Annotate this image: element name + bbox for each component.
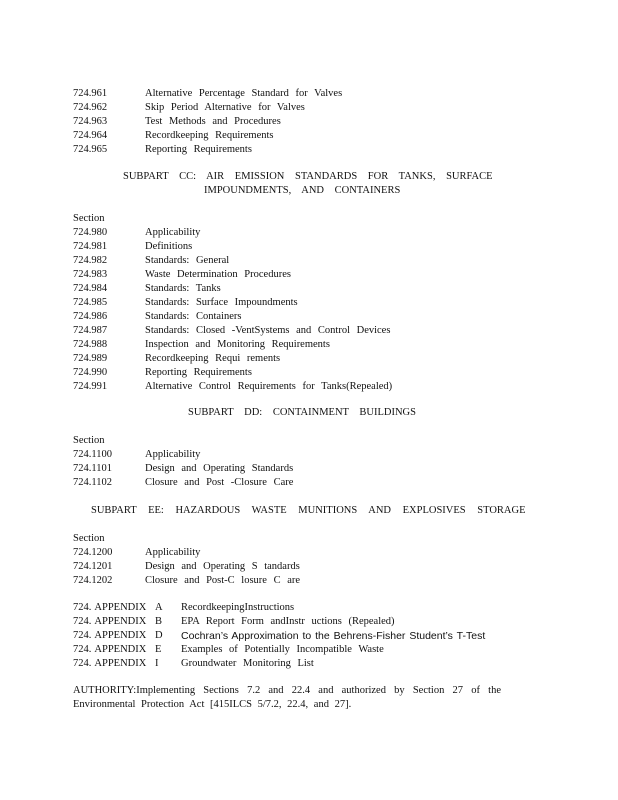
section-row — [73, 366, 553, 380]
section-number: 724.965 — [73, 144, 108, 155]
section-title: Applicability — [145, 449, 201, 460]
section-label: Section — [73, 533, 105, 544]
section-title: Reporting Requirements — [145, 144, 252, 155]
section-row — [73, 226, 553, 240]
section-number: 724.990 — [73, 367, 108, 378]
section-label: Section — [73, 213, 105, 224]
appendix-row — [73, 615, 513, 629]
section-title: Applicability — [145, 547, 201, 558]
section-number: 724.961 — [73, 88, 108, 99]
subpart-cc-heading-line2: IMPOUNDMENTS, AND CONTAINERS — [204, 185, 401, 196]
appendix-row — [73, 629, 513, 643]
section-row — [73, 254, 553, 268]
section-row — [73, 268, 553, 282]
section-row — [73, 380, 553, 394]
section-title: Standards: Closed -VentSystems and Control Devices — [145, 325, 391, 336]
section-list-subpart-ee — [73, 532, 553, 588]
section-row — [73, 240, 553, 254]
section-row — [73, 476, 553, 490]
section-number: 724.983 — [73, 269, 108, 280]
section-row — [73, 310, 553, 324]
section-number: 724.963 — [73, 116, 108, 127]
appendix-title: Cochran’s Approximation to the Behrens-Fisher Student’s T-Test — [181, 630, 486, 642]
section-row — [73, 143, 553, 157]
section-number: 724.981 — [73, 241, 108, 252]
appendix-title: EPA Report Form andInstr uctions (Repealed) — [181, 616, 395, 627]
appendix-title: Examples of Potentially Incompatible Waste — [181, 644, 384, 655]
section-title: Alternative Control Requirements for Tanks(Repealed) — [145, 381, 393, 392]
section-list-subpart-bb — [73, 87, 553, 157]
section-number: 724.986 — [73, 311, 108, 322]
section-number: 724.1101 — [73, 463, 112, 474]
section-row — [73, 282, 553, 296]
appendix-letter: B — [155, 616, 163, 627]
section-title: Standards: General — [145, 255, 230, 266]
section-number: 724.1202 — [73, 575, 113, 586]
appendix-title: Groundwater Monitoring List — [181, 658, 314, 669]
section-row — [73, 101, 553, 115]
appendix-row — [73, 643, 513, 657]
section-title: Reporting Requirements — [145, 367, 252, 378]
section-row — [73, 546, 553, 560]
appendix-number: 724. APPENDIX — [73, 616, 147, 627]
section-title: Recordkeeping Requi rements — [145, 353, 281, 364]
section-title: Closure and Post-C losure C are — [145, 575, 301, 586]
section-title: Waste Determination Procedures — [145, 269, 291, 280]
section-title: Design and Operating Standards — [145, 463, 294, 474]
section-row — [73, 324, 553, 338]
section-title: Definitions — [145, 241, 193, 252]
section-row — [73, 87, 553, 101]
appendix-letter: A — [155, 602, 163, 613]
section-title: Standards: Containers — [145, 311, 242, 322]
section-row — [73, 560, 553, 574]
appendix-title: RecordkeepingInstructions — [181, 602, 295, 613]
section-row — [73, 462, 553, 476]
section-row — [73, 115, 553, 129]
section-number: 724.964 — [73, 130, 108, 141]
section-title: Standards: Tanks — [145, 283, 221, 294]
section-number: 724.1201 — [73, 561, 113, 572]
section-row — [73, 129, 553, 143]
subpart-ee-heading: SUBPART EE: HAZARDOUS WASTE MUNITIONS AND EXPLOSIVES STORAGE — [91, 505, 526, 516]
section-number: 724.1102 — [73, 477, 112, 488]
section-number: 724.988 — [73, 339, 108, 350]
section-row — [73, 352, 553, 366]
section-title: Design and Operating S tandards — [145, 561, 300, 572]
section-row — [73, 448, 553, 462]
appendix-number: 724. APPENDIX — [73, 644, 147, 655]
section-row — [73, 338, 553, 352]
appendix-number: 724. APPENDIX — [73, 630, 147, 641]
section-list-subpart-dd — [73, 434, 553, 490]
section-title: Inspection and Monitoring Requirements — [145, 339, 330, 350]
section-number: 724.980 — [73, 227, 108, 238]
section-title: Recordkeeping Requirements — [145, 130, 274, 141]
appendix-row — [73, 657, 513, 671]
subpart-cc-heading-line1: SUBPART CC: AIR EMISSION STANDARDS FOR TANKS, SURFACE — [123, 171, 493, 182]
section-title: Test Methods and Procedures — [145, 116, 281, 127]
subpart-dd-heading: SUBPART DD: CONTAINMENT BUILDINGS — [188, 407, 416, 418]
section-title: Standards: Surface Impoundments — [145, 297, 298, 308]
section-number: 724.1100 — [73, 449, 112, 460]
section-title: Applicability — [145, 227, 201, 238]
section-number: 724.982 — [73, 255, 108, 266]
appendix-letter: I — [155, 658, 159, 669]
section-title: Alternative Percentage Standard for Valves — [145, 88, 343, 99]
appendix-list — [73, 601, 513, 671]
appendix-letter: D — [155, 630, 163, 641]
section-title: Skip Period Alternative for Valves — [145, 102, 305, 113]
appendix-row — [73, 601, 513, 615]
section-title: Closure and Post -Closure Care — [145, 477, 294, 488]
section-number: 724.989 — [73, 353, 108, 364]
section-number: 724.1200 — [73, 547, 113, 558]
authority-note: AUTHORITY:Implementing Sections 7.2 and 22.4 and authorized by Section 27 of the Environmental Protection Act [415ILCS 5/7.2, 22.4, and 27]. — [73, 685, 501, 710]
section-number: 724.984 — [73, 283, 108, 294]
section-row — [73, 574, 553, 588]
appendix-letter: E — [155, 644, 162, 655]
appendix-number: 724. APPENDIX — [73, 658, 147, 669]
section-number: 724.985 — [73, 297, 108, 308]
section-list-subpart-cc — [73, 212, 553, 394]
section-label: Section — [73, 435, 105, 446]
appendix-number: 724. APPENDIX — [73, 602, 147, 613]
section-number: 724.991 — [73, 381, 108, 392]
section-row — [73, 296, 553, 310]
section-number: 724.987 — [73, 325, 108, 336]
section-number: 724.962 — [73, 102, 108, 113]
